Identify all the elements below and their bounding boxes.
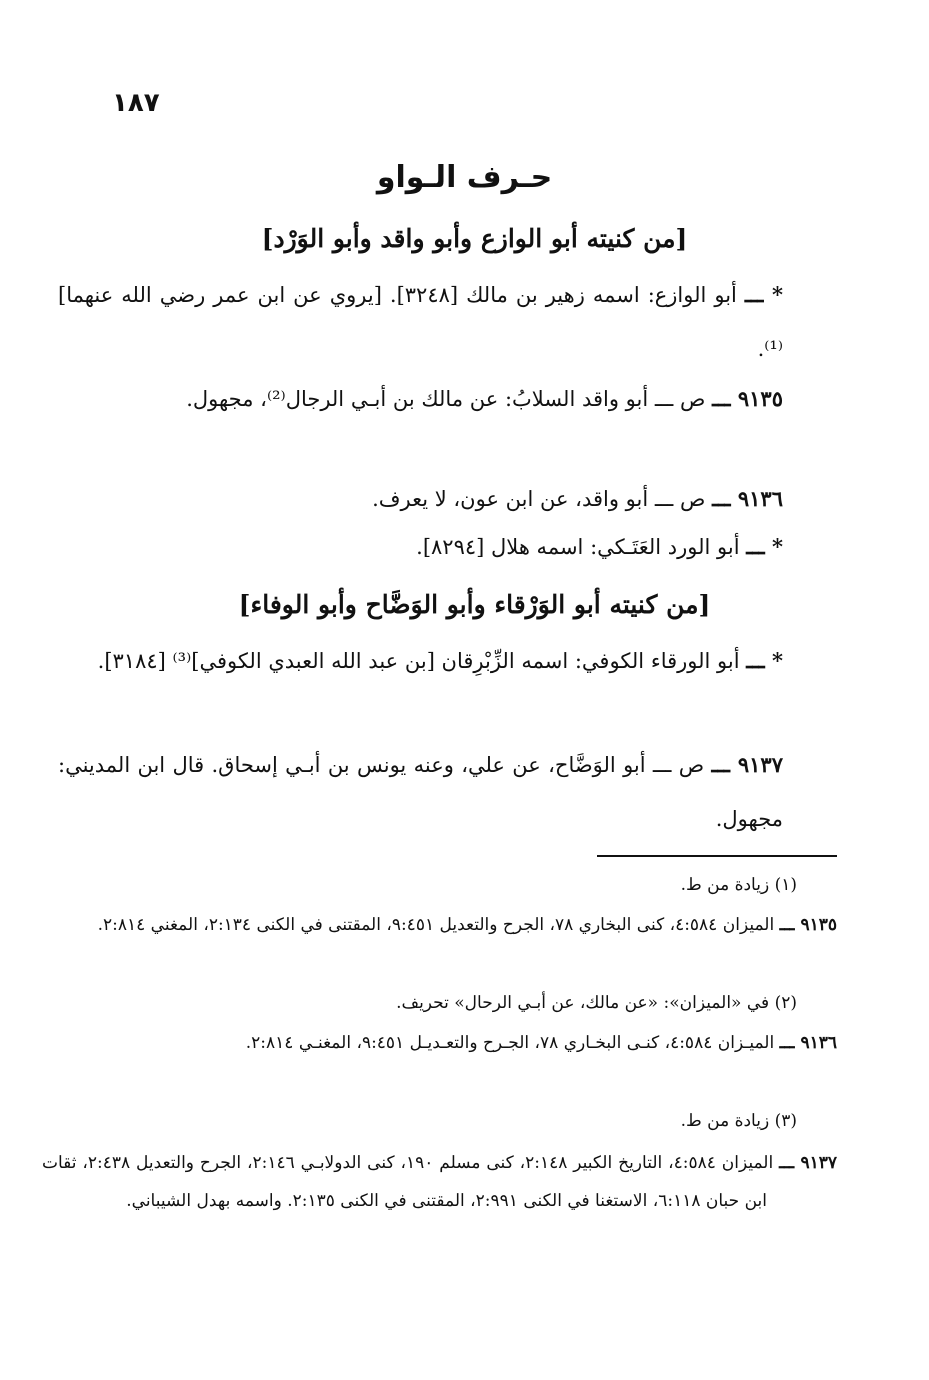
footnote-label: (١) — [774, 875, 797, 895]
entry-9136 — [58, 472, 837, 526]
entry-abu-al-wazi — [58, 268, 837, 376]
footnote-text: الميـزان ٤:٥٨٤، كنـى البخـاري ٧٨، الجـرح والتعـديـل ٩:٤٥١، المغنـي ٢:٨١٤. — [245, 1033, 775, 1053]
entry-marker: * ـــ — [746, 534, 783, 559]
entry-marker: * ـــ — [744, 282, 783, 307]
section-heading-2: [من كنيته أبو الوَرْقاء وأبو الوَضَّاح وأبو الوفاء] — [238, 590, 711, 619]
entry-abu-al-ward — [58, 520, 837, 574]
footnote-3 — [72, 1102, 837, 1140]
footnote-label: ٩١٣٥ ـــ — [779, 915, 837, 935]
footnote-text: الميزان ٤:٥٨٤، كنى البخاري ٧٨، الجرح والتعديل ٩:٤٥١، المقتنى في الكنى ٢:١٣٤، المغني ٢:٨١٤. — [97, 915, 775, 935]
footnote-1 — [72, 866, 837, 904]
entry-marker: * ـــ — [746, 648, 783, 673]
entry-abu-al-warqa — [58, 634, 837, 688]
footnote-2 — [72, 984, 837, 1022]
footnote-label: (٣) — [774, 1111, 797, 1131]
entry-text: أبو الورقاء الكوفي: اسمه الزِّبْرِقان [بن عبد الله العبدي الكوفي]⁽³⁾ [٣١٨٤]. — [97, 649, 740, 673]
page-number: ١٨٧ — [112, 88, 160, 118]
footnote-source-9136 — [42, 1024, 837, 1062]
footnote-text: زيادة من ط. — [680, 1111, 770, 1131]
footnote-label: ٩١٣٦ ـــ — [779, 1033, 837, 1053]
entry-text: ص ـــ أبو واقد، عن ابن عون، لا يعرف. — [372, 487, 706, 511]
footnote-source-9137 — [42, 1144, 837, 1220]
entry-number: ٩١٣٥ ـــ — [712, 386, 783, 411]
footnote-text: في «الميزان»: «عن مالك، عن أبـي الرحال» تحريف. — [396, 993, 770, 1013]
entry-text: ص ـــ أبو واقد السلابُ: عن مالك بن أبـي الرجال⁽²⁾، مجهول. — [186, 387, 706, 411]
entry-text: أبو الوازع: اسمه زهير بن مالك [٣٢٤٨]. [يروي عن ابن عمر رضي الله عنهما]⁽¹⁾. — [58, 283, 783, 361]
footnote-text: زيادة من ط. — [680, 875, 770, 895]
footnote-separator — [597, 855, 837, 857]
entry-9135 — [58, 372, 837, 426]
entry-text: أبو الورد العَتَـكي: اسمه هلال [٨٢٩٤]. — [416, 535, 740, 559]
entry-number: ٩١٣٦ ـــ — [712, 486, 783, 511]
footnote-label: (٢) — [774, 993, 797, 1013]
chapter-title: حـرف الـواو — [376, 160, 553, 195]
footnote-label: ٩١٣٧ ـــ — [779, 1153, 837, 1173]
entry-text: ص ـــ أبو الوَضَّاح، عن علي، وعنه يونس بن أبـي إسحاق. قال ابن المديني: مجهول. — [58, 753, 783, 831]
footnote-text: الميزان ٤:٥٨٤، التاريخ الكبير ٢:١٤٨، كنى مسلم ١٩٠، كنى الدولابـي ٢:١٤٦، الجرح والتعديل ٢:٤٣٨، ثقات ابن حبان ٦:١١٨، الاستغنا في الكنى ٢:٩٩١، المقتنى في الكنى ٢:١٣٥. واسمه بهدل الشيباني. — [42, 1153, 774, 1211]
footnote-source-9135 — [42, 906, 837, 944]
entry-9137 — [58, 738, 837, 846]
section-heading-1: [من كنيته أبو الوازع وأبو واقد وأبو الوَرْد] — [261, 224, 688, 253]
entry-number: ٩١٣٧ ـــ — [711, 752, 783, 777]
